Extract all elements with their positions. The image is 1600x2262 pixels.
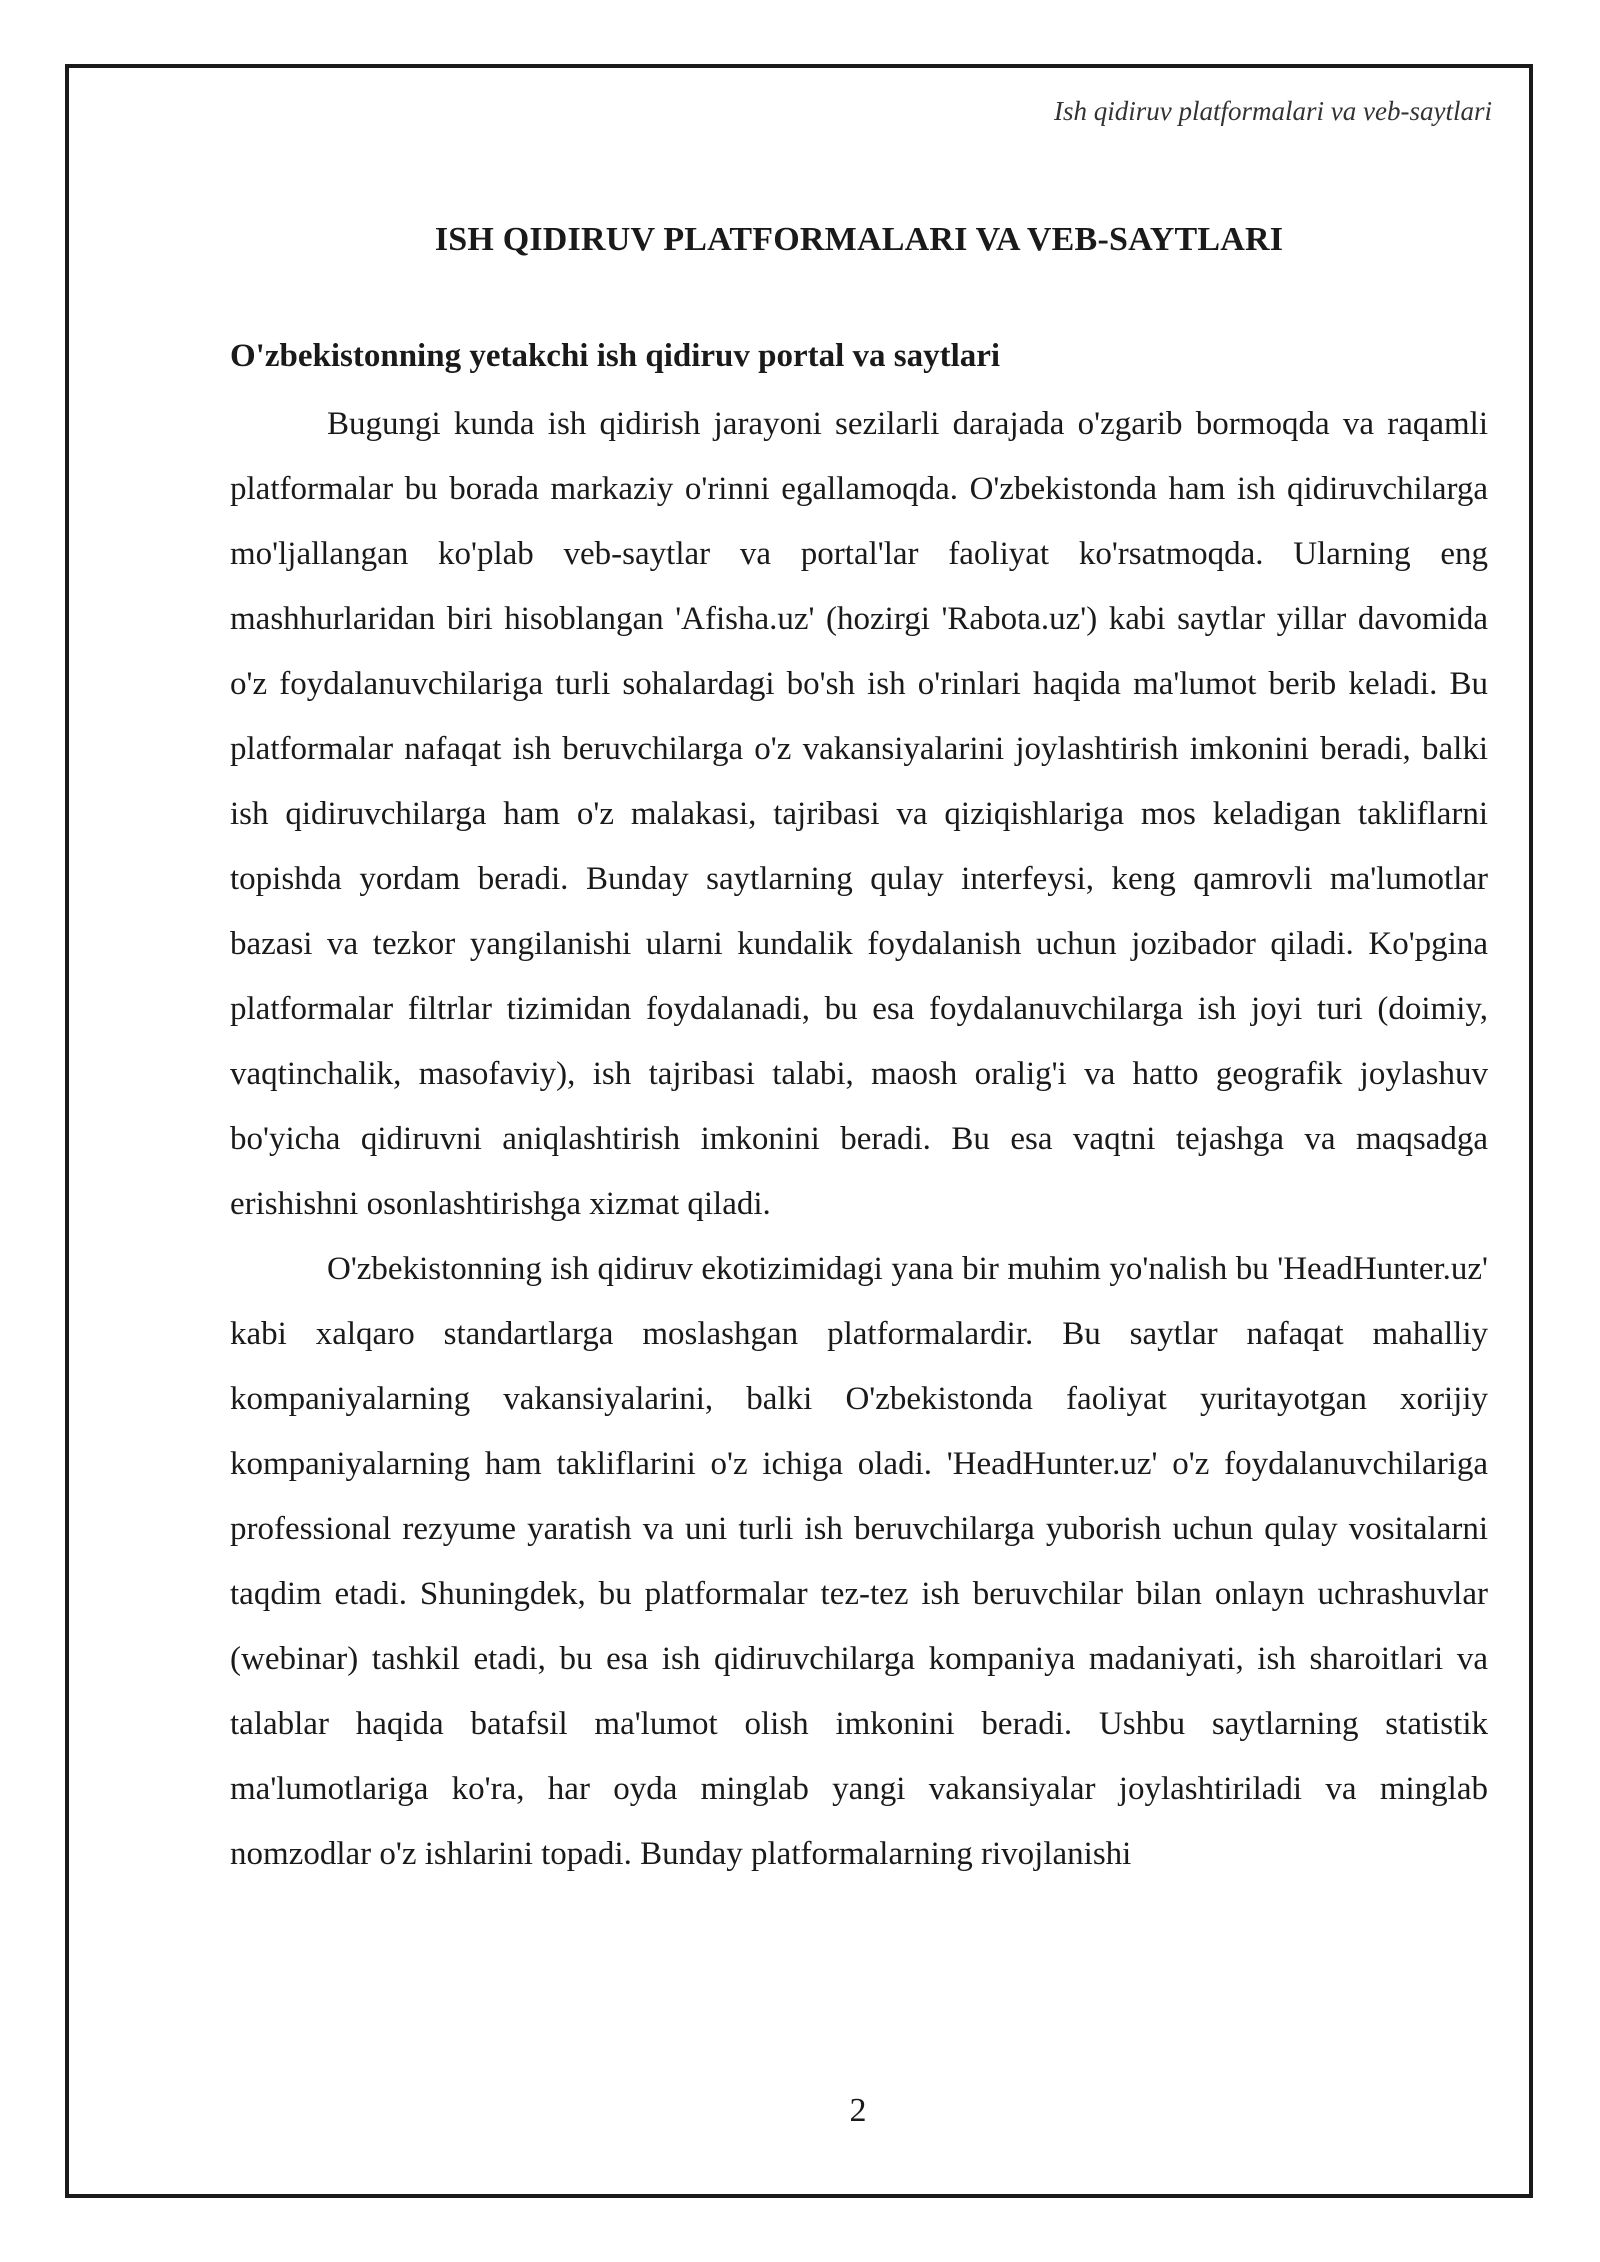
document-title: ISH QIDIRUV PLATFORMALARI VA VEB-SAYTLARI — [434, 221, 1284, 258]
page-content — [230, 214, 1488, 1887]
paragraph: Bugungi kunda ish qidirish jarayoni sezilarli darajada o'zgarib bormoqda va raqamli platformalar bu borada markaziy o'rinni egallamoqda. O'zbekistonda ham ish qidiruvchilarga mo'ljallangan ko'plab veb-saytlar va portal'lar faoliyat ko'rsatmoqda. Ularning eng mashhurlaridan biri hisoblangan 'Afisha.uz' (hozirgi 'Rabota.uz') kabi saytlar yillar davomida o'z foydalanuvchilariga turli sohalardagi bo'sh ish o'rinlari haqida ma'lumot berib keladi. Bu platformalar nafaqat ish beruvchilarga o'z vakansiyalarini joylashtirish imkonini beradi, balki ish qidiruvchilarga ham o'z malakasi, tajribasi va qiziqishlariga mos keladigan takliflarni topishda yordam beradi. Bunday saytlarning qulay interfeysi, keng qamrovli ma'lumotlar bazasi va tezkor yangilanishi ularni kundalik foydalanish uchun jozibador qiladi. Ko'pgina platformalar filtrlar tizimidan foydalanadi, bu esa foydalanuvchilarga ish joyi turi (doimiy, vaqtinchalik, masofaviy), ish tajribasi talabi, maosh oralig'i va hatto geografik joylashuv bo'yicha qidiruvni aniqlashtirish imkonini beradi. Bu esa vaqtni tejashga va maqsadga erishishni osonlashtirishga xizmat qiladi. — [230, 406, 1488, 1222]
page-number: 2 — [849, 2092, 867, 2129]
page-number-container — [0, 2092, 1600, 2130]
section-heading: O'zbekistonning yetakchi ish qidiruv portal va saytlari — [230, 338, 1001, 374]
running-header: Ish qidiruv platformalari va veb-saytlari — [1054, 96, 1492, 126]
paragraph: O'zbekistonning ish qidiruv ekotizimidagi yana bir muhim yo'nalish bu 'HeadHunter.uz' kabi xalqaro standartlarga moslashgan platformalardir. Bu saytlar nafaqat mahalliy kompaniyalarning vakansiyalarini, balki O'zbekistonda faoliyat yuritayotgan xorijiy kompaniyalarning ham takliflarini o'z ichiga oladi. 'HeadHunter.uz' o'z foydalanuvchilariga professional rezyume yaratish va uni turli ish beruvchilarga yuborish uchun qulay vositalarni taqdim etadi. Shuningdek, bu platformalar tez-tez ish beruvchilar bilan onlayn uchrashuvlar (webinar) tashkil etadi, bu esa ish qidiruvchilarga kompaniya madaniyati, ish sharoitlari va talablar haqida batafsil ma'lumot olish imkonini beradi. Ushbu saytlarning statistik ma'lumotlariga ko'ra, har oyda minglab yangi vakansiyalar joylashtiriladi va minglab nomzodlar o'z ishlarini topadi. Bunday platformalarning rivojlanishi — [230, 1251, 1488, 1872]
